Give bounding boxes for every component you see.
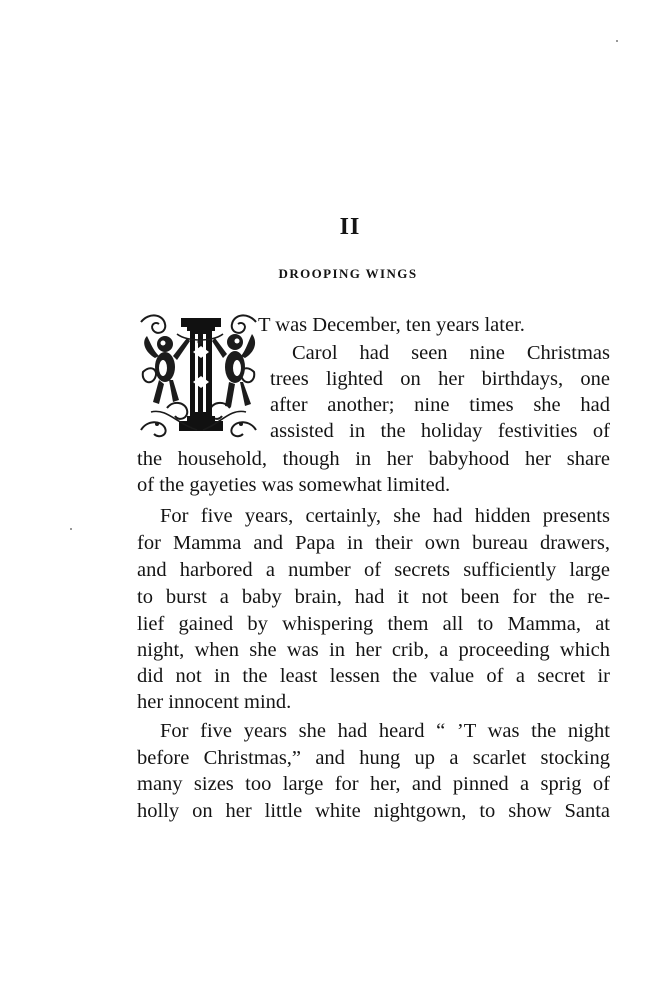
text-line-11: to burst a baby brain, had it not been for the re- <box>137 586 610 608</box>
chapter-title: DROOPING WINGS <box>278 266 418 281</box>
chapter-number: II <box>339 214 361 240</box>
text-line-13: night, when she was in her crib, a proceeding which <box>137 639 610 661</box>
text-line-8: For five years, certainly, she had hidden presents <box>160 505 610 527</box>
text-line-2: Carol had seen nine Christmas <box>292 342 610 364</box>
text-line-12: lief gained by whispering them all to Mamma, at <box>137 613 610 635</box>
ornamental-drop-cap-illustration <box>137 312 260 440</box>
text-line-18: many sizes too large for her, and pinned a sprig of <box>137 773 610 795</box>
text-line-19: holly on her little white nightgown, to show Santa <box>137 800 610 822</box>
text-line-9: for Mamma and Papa in their own bureau drawers, <box>137 532 610 554</box>
text-line-1: T was December, ten years later. <box>258 314 525 336</box>
scan-speck <box>70 528 72 530</box>
text-line-15: her innocent mind. <box>137 691 292 713</box>
text-line-5: assisted in the holiday festivities of <box>270 420 610 442</box>
text-line-16: For five years she had heard “ ’T was the night <box>160 720 610 742</box>
text-line-17: before Christmas,” and hung up a scarlet stocking <box>137 747 610 769</box>
scan-speck <box>616 40 618 42</box>
text-line-14: did not in the least lessen the value of a secret ir <box>137 665 610 687</box>
text-line-6: the household, though in her babyhood her share <box>137 448 610 470</box>
text-line-4: after another; nine times she had <box>270 394 610 416</box>
text-line-7: of the gayeties was somewhat limited. <box>137 474 451 496</box>
text-line-3: trees lighted on her birthdays, one <box>270 368 610 390</box>
text-line-10: and harbored a number of secrets sufficiently large <box>137 559 610 581</box>
